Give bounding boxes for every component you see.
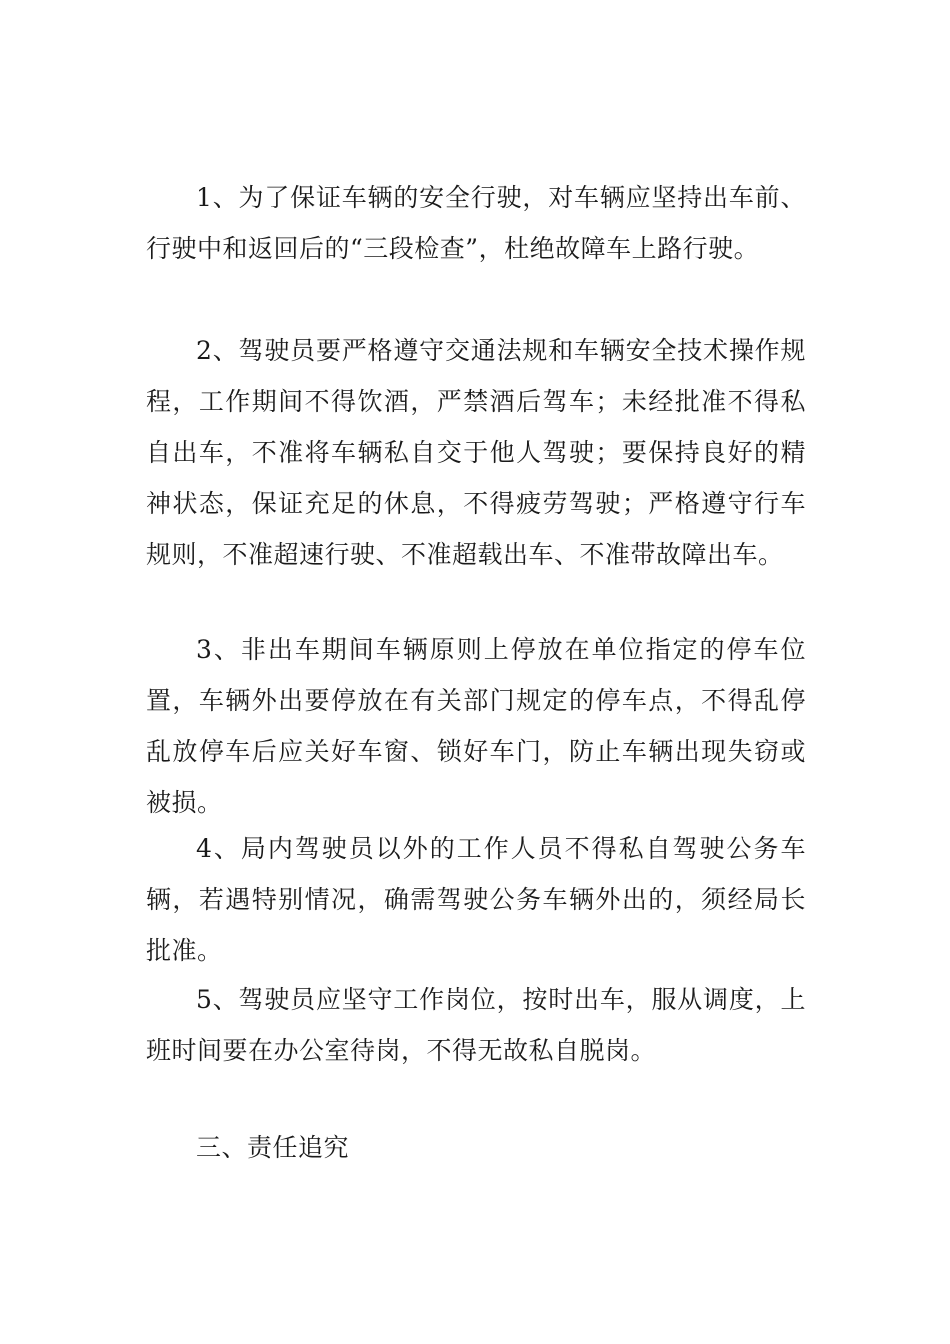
- paragraph-duty-post: 5、驾驶员应坚守工作岗位，按时出车，服从调度，上班时间要在办公室待岗，不得无故私自脱岗。: [146, 985, 806, 1065]
- paragraph-authorized-drivers: 4、局内驾驶员以外的工作人员不得私自驾驶公务车辆，若遇特别情况，确需驾驶公务车辆外出的，须经局长批准。: [146, 834, 806, 965]
- paragraph-parking-rules: 3、非出车期间车辆原则上停放在单位指定的停车位置，车辆外出要停放在有关部门规定的停车点，不得乱停乱放停车后应关好车窗、锁好车门，防止车辆出现失窃或被损。: [146, 635, 806, 817]
- paragraph-vehicle-inspection: 1、为了保证车辆的安全行驶，对车辆应坚持出车前、行驶中和返回后的“三段检查”，杜绝故障车上路行驶。: [146, 183, 806, 263]
- section-heading-accountability: 三、责任追究: [196, 1133, 350, 1162]
- paragraph-driver-rules: 2、驾驶员要严格遵守交通法规和车辆安全技术操作规程，工作期间不得饮酒，严禁酒后驾车；未经批准不得私自出车，不准将车辆私自交于他人驾驶；要保持良好的精神状态，保证充足的休息，不得疲劳驾驶；严格遵守行车规则，不准超速行驶、不准超载出车、不准带故障出车。: [146, 336, 806, 569]
